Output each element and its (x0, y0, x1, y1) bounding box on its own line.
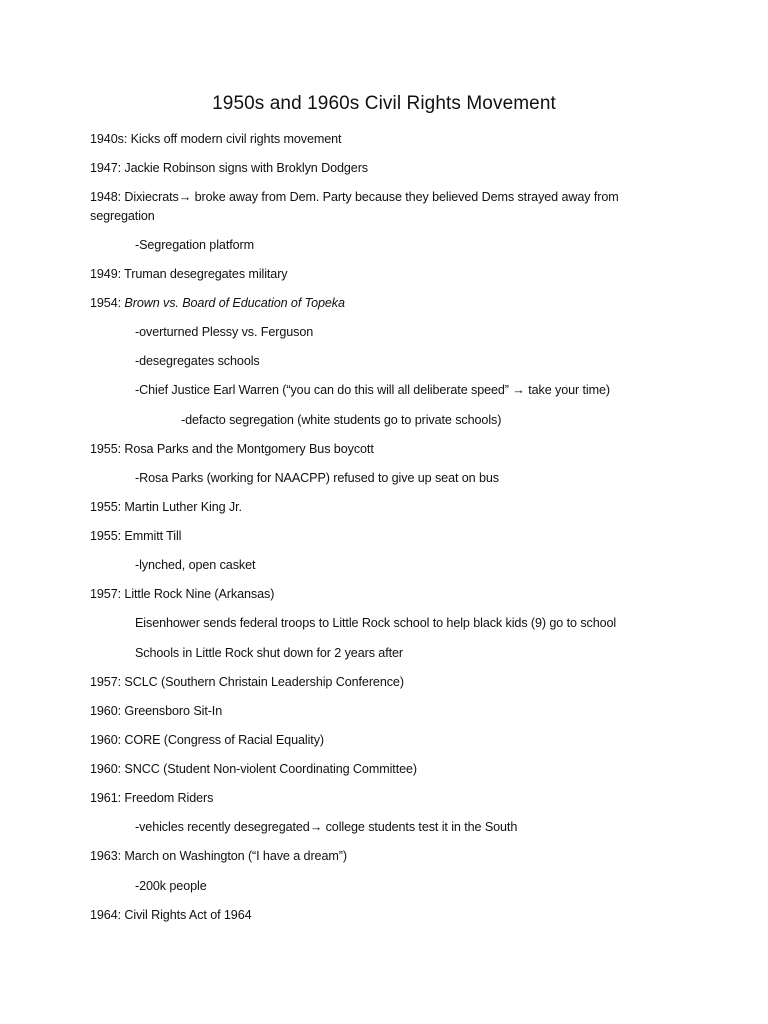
timeline-entry: 1964: Civil Rights Act of 1964 (90, 908, 252, 922)
timeline-subentry: -defacto segregation (white students go to private schools) (181, 413, 502, 427)
timeline-entry: 1960: CORE (Congress of Racial Equality) (90, 733, 324, 747)
timeline-entry: 1960: SNCC (Student Non-violent Coordinating Committee) (90, 762, 417, 776)
timeline-subentry: -200k people (135, 879, 207, 893)
timeline-entry: 1957: SCLC (Southern Christain Leadership Conference) (90, 675, 404, 689)
timeline-subentry: Schools in Little Rock shut down for 2 years after (135, 646, 403, 660)
timeline-subentry: -desegregates schools (135, 354, 260, 368)
timeline-subentry: -lynched, open casket (135, 558, 256, 572)
timeline-entry: 1955: Rosa Parks and the Montgomery Bus boycott (90, 442, 374, 456)
timeline-subentry: -overturned Plessy vs. Ferguson (135, 325, 314, 339)
timeline-entry: 1947: Jackie Robinson signs with Broklyn Dodgers (90, 161, 369, 175)
timeline-subentry: -Chief Justice Earl Warren (“you can do this will all deliberate speed” → take your time) (135, 383, 610, 397)
timeline-entry: 1948: Dixiecrats→ broke away from Dem. Party because they believed Dems strayed away from segregation (90, 190, 619, 223)
document-title: 1950s and 1960s Civil Rights Movement (212, 93, 556, 114)
case-name: Brown vs. Board of Education of Topeka (124, 296, 345, 310)
timeline-entry: 1960: Greensboro Sit-In (90, 704, 223, 718)
timeline-subentry: -Segregation platform (135, 238, 255, 252)
timeline-entry: 1955: Emmitt Till (90, 529, 182, 543)
entry-date: 1954: (90, 296, 125, 310)
timeline-entry: 1955: Martin Luther King Jr. (90, 500, 242, 514)
timeline-entry: 1940s: Kicks off modern civil rights movement (90, 132, 342, 146)
timeline-subentry: Eisenhower sends federal troops to Little Rock school to help black kids (9) go to school (135, 616, 617, 630)
timeline-subentry: -vehicles recently desegregated→ college students test it in the South (135, 820, 518, 834)
timeline-entry: 1957: Little Rock Nine (Arkansas) (90, 587, 275, 601)
timeline-entry (90, 294, 345, 313)
timeline-entry: 1963: March on Washington (“I have a dream”) (90, 849, 347, 863)
timeline-entry: 1949: Truman desegregates military (90, 267, 288, 281)
timeline-subentry: -Rosa Parks (working for NAACPP) refused to give up seat on bus (135, 471, 499, 485)
timeline-entry: 1961: Freedom Riders (90, 791, 214, 805)
